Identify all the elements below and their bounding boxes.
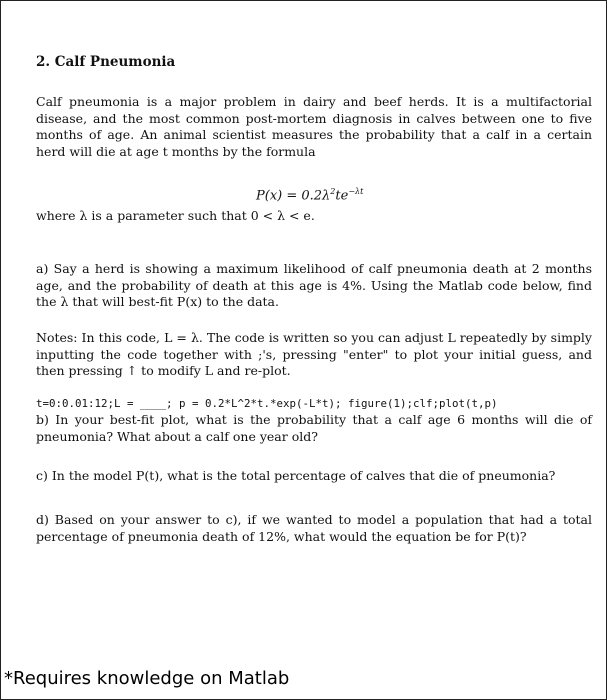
matlab-code-line: t=0:0.01:12;L = ____; p = 0.2*L^2*t.*exp(-L*t); figure(1);clf;plot(t,p) — [36, 397, 498, 410]
parameter-condition: where λ is a parameter such that 0 < λ < e. — [36, 208, 315, 223]
part-b-question: b) In your best-fit plot, what is the probability that a calf age 6 months will die of pneumonia? What about a calf one year old? — [36, 412, 592, 444]
notes-paragraph: Notes: In this code, L = λ. The code is written so you can adjust L repeatedly by simply inputting the code together with ;'s, pressing "enter" to plot your initial guess, and then pressing ↑ to modify L and re-plot. — [36, 330, 592, 378]
formula-exponent: −λt — [348, 187, 364, 196]
matlab-footnote: *Requires knowledge on Matlab — [4, 668, 290, 689]
part-d-question: d) Based on your answer to c), if we wanted to model a population that had a total percentage of pneumonia death of 12%, what would the equation be for P(t)? — [36, 512, 592, 544]
probability-formula — [256, 184, 363, 205]
formula-mid: te — [335, 188, 349, 204]
part-c-question: c) In the model P(t), what is the total percentage of calves that die of pneumonia? — [36, 468, 556, 483]
part-a-question: a) Say a herd is showing a maximum likelihood of calf pneumonia death at 2 months age, and the probability of death at this age is 4%. Using the Matlab code below, find the λ that will best-fit P(x) to the data. — [36, 261, 592, 309]
formula-square: 2 — [330, 187, 336, 196]
intro-paragraph: Calf pneumonia is a major problem in dairy and beef herds. It is a multifactorial disease, and the most common post-mortem diagnosis in calves between one to five months of age. An animal scientist measures the probability that a calf in a certain herd will die at age t months by the formula — [36, 94, 592, 159]
section-heading: 2. Calf Pneumonia — [36, 54, 176, 70]
formula-lhs: P(x) = 0.2λ — [256, 188, 331, 204]
